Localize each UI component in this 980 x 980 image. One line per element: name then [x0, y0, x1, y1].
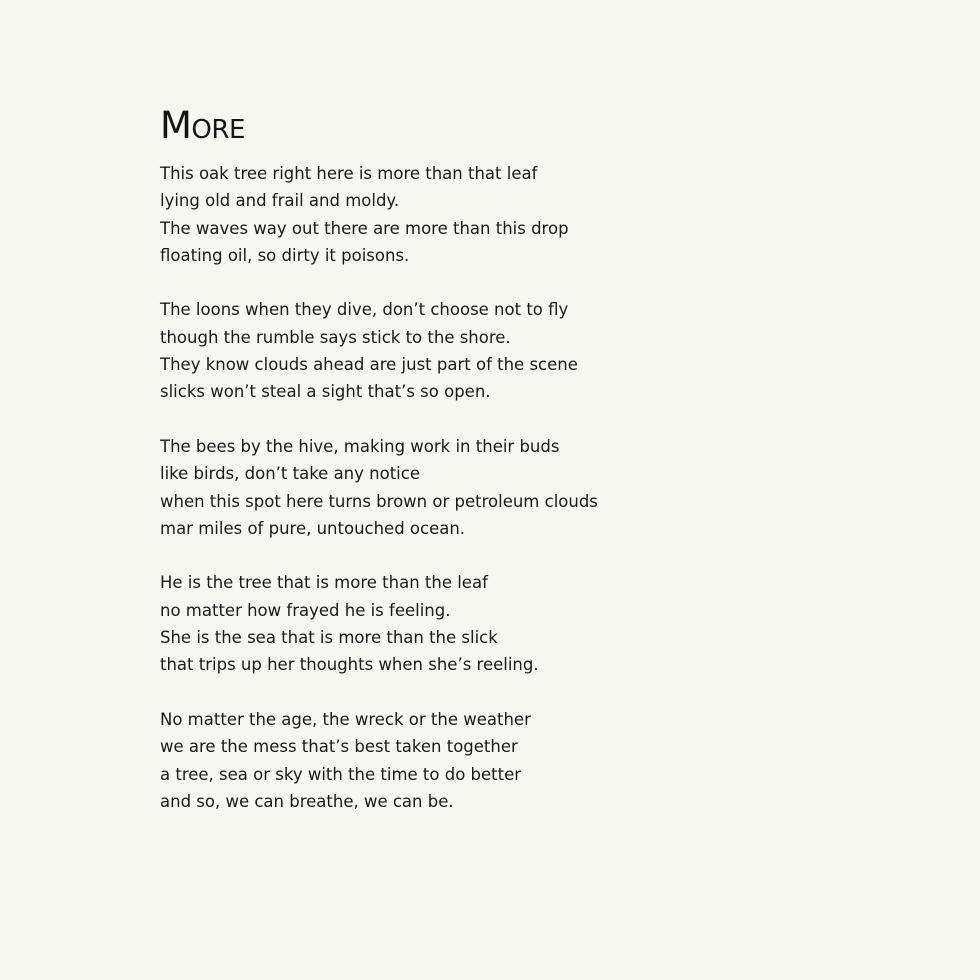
poem-line: He is the tree that is more than the leaf	[160, 573, 488, 593]
poem-line: a tree, sea or sky with the time to do better	[160, 764, 522, 784]
poem-line: mar miles of pure, untouched ocean.	[160, 518, 466, 538]
poem-line: She is the sea that is more than the slick	[160, 628, 498, 648]
poem-line: No matter the age, the wreck or the weather	[160, 709, 531, 729]
stanza-2	[160, 296, 860, 405]
poem-line: when this spot here turns brown or petroleum clouds	[160, 491, 598, 511]
poem-line: The loons when they dive, don’t choose not to fly	[160, 300, 569, 320]
poem-line: slicks won’t steal a sight that’s so open.	[160, 382, 491, 402]
poem-line: like birds, don’t take any notice	[160, 464, 420, 484]
stanza-5	[160, 706, 860, 815]
poem-line: we are the mess that’s best taken together	[160, 737, 518, 757]
stanza-1	[160, 160, 860, 269]
poem-title: More	[160, 104, 245, 147]
poem-line: The bees by the hive, making work in their buds	[160, 436, 560, 456]
poem-line: no matter how frayed he is feeling.	[160, 600, 451, 620]
poem-line: though the rumble says stick to the shore.	[160, 327, 511, 347]
poem-line: and so, we can breathe, we can be.	[160, 791, 454, 811]
poem	[160, 104, 860, 842]
poem-line: lying old and frail and moldy.	[160, 191, 400, 211]
poem-line: floating oil, so dirty it poisons.	[160, 245, 410, 265]
poem-line: They know clouds ahead are just part of the scene	[160, 355, 578, 375]
poem-line: that trips up her thoughts when she’s reeling.	[160, 655, 539, 675]
poem-line: The waves way out there are more than this drop	[160, 218, 569, 238]
stanza-3	[160, 433, 860, 542]
stanza-4	[160, 569, 860, 678]
poem-line: This oak tree right here is more than that leaf	[160, 164, 538, 183]
